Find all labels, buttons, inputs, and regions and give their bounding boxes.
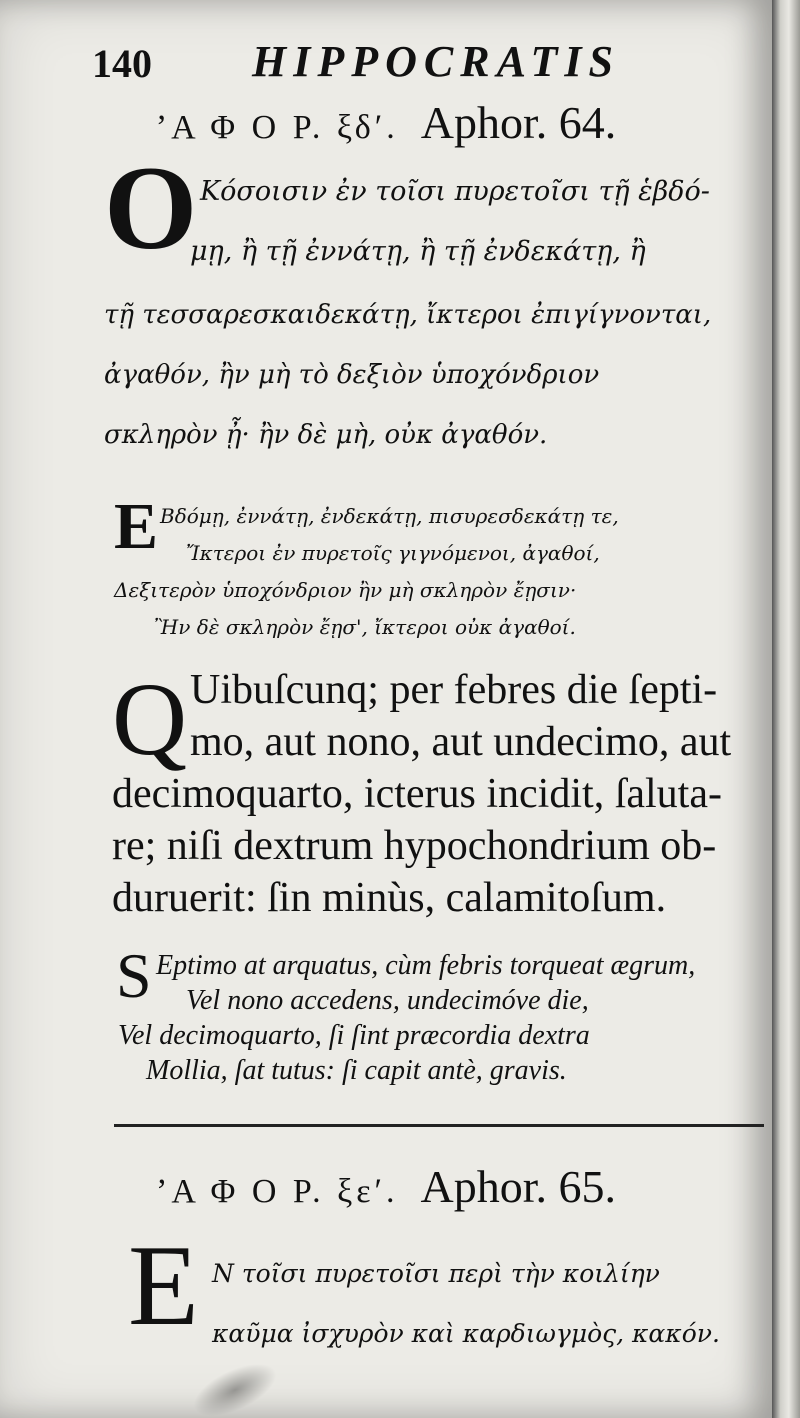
greek-line: σκληρὸν ᾖ· ἢν δὲ μὴ, οὐκ ἀγαθόν. [104, 420, 548, 450]
greek-text-block-2 [190, 222, 646, 282]
verse-block [156, 948, 695, 1018]
latin-line: mo, aut nono, aut undecimo, aut [190, 719, 732, 765]
latin-dropcap-q: Q [112, 662, 188, 777]
verse-dropcap-s: S [116, 940, 152, 1011]
page-header [92, 36, 712, 86]
latin-text-block [190, 664, 731, 768]
page-number: 140 [92, 41, 152, 86]
paraphrase-line: Ἴκτεροι ἐν πυρετοῖς γιγνόμενοι, ἀγαθοί, [186, 541, 600, 565]
latin-line: re; niſi dextrum hypochondrium ob- [112, 823, 717, 869]
aphorism-65-heading [0, 1160, 772, 1213]
verse-line: Vel decimoquarto, ſi ſint præcordia dextra [118, 1020, 590, 1051]
running-head: HIPPOCRATIS [252, 37, 620, 86]
paraphrase-dropcap-e: E [114, 490, 159, 563]
greek-line: ἀγαθόν, ἢν μὴ τὸ δεξιὸν ὑποχόνδριον [104, 360, 600, 390]
verse-block-2 [118, 1018, 590, 1088]
aphorism-64-heading-latin: Aphor. 64. [420, 97, 617, 148]
greek-line: μῃ, ἢ τῇ ἐννάτῃ, ἢ τῇ ἐνδεκάτῃ, ἢ [190, 236, 646, 267]
aphorism-64-heading-greek: ʼΑ Φ Ο Ρ. ξδʹ. [155, 109, 399, 146]
greek-line: Ν τοῖσι πυρετοῖσι περὶ τὴν κοιλίην [212, 1259, 660, 1288]
paraphrase-line: Βδόμῃ, ἐννάτῃ, ἐνδεκάτῃ, πισυρεσδεκάτῃ τε, [160, 504, 619, 528]
latin-text-block-2 [112, 768, 722, 924]
verse-line: Eptimo at arquatus, cùm febris torqueat ægrum, [156, 950, 696, 981]
aphorism-65-heading-greek: ʼΑ Φ Ο Ρ. ξεʹ. [156, 1173, 399, 1210]
verse-line: Vel nono accedens, undecimóve die, [186, 985, 589, 1016]
paraphrase-line: Ἢν δὲ σκληρὸν ἔῃσ', ἴκτεροι οὐκ ἀγαθοί. [154, 615, 576, 639]
greek-line: τῇ τεσσαρεσκαιδεκάτῃ, ἴκτεροι ἐπιγίγνονται, [104, 300, 712, 330]
paraphrase-block [160, 498, 619, 572]
book-spine-edge [772, 0, 800, 1418]
paraphrase-line: Δεξιτερὸν ὑποχόνδριον ἢν μὴ σκληρὸν ἔῃσιν· [114, 578, 577, 602]
greek-line: Κόσοισιν ἐν τοῖσι πυρετοῖσι τῇ ἑβδό- [200, 176, 710, 207]
aphorism-65-dropcap-e: E [128, 1222, 199, 1350]
paraphrase-block-2 [114, 572, 576, 646]
latin-line: decimoquarto, icterus incidit, ſaluta- [112, 771, 722, 817]
greek-dropcap-o: O [104, 141, 198, 274]
section-divider [114, 1124, 764, 1127]
greek-text-block-3 [104, 285, 711, 465]
verse-line: Mollia, ſat tutus: ſi capit antè, gravis. [146, 1055, 567, 1086]
aphorism-65-heading-latin: Aphor. 65. [420, 1161, 616, 1212]
latin-line: Uibuſcunq; per febres die ſepti- [190, 667, 718, 713]
aphorism-65-greek-block [212, 1244, 720, 1364]
greek-text-block [200, 162, 710, 222]
latin-line: duruerit: ſin minùs, calamitoſum. [112, 875, 667, 921]
greek-line: καῦμα ἰσχυρὸν καὶ καρδιωγμὸς, κακόν. [212, 1319, 720, 1348]
